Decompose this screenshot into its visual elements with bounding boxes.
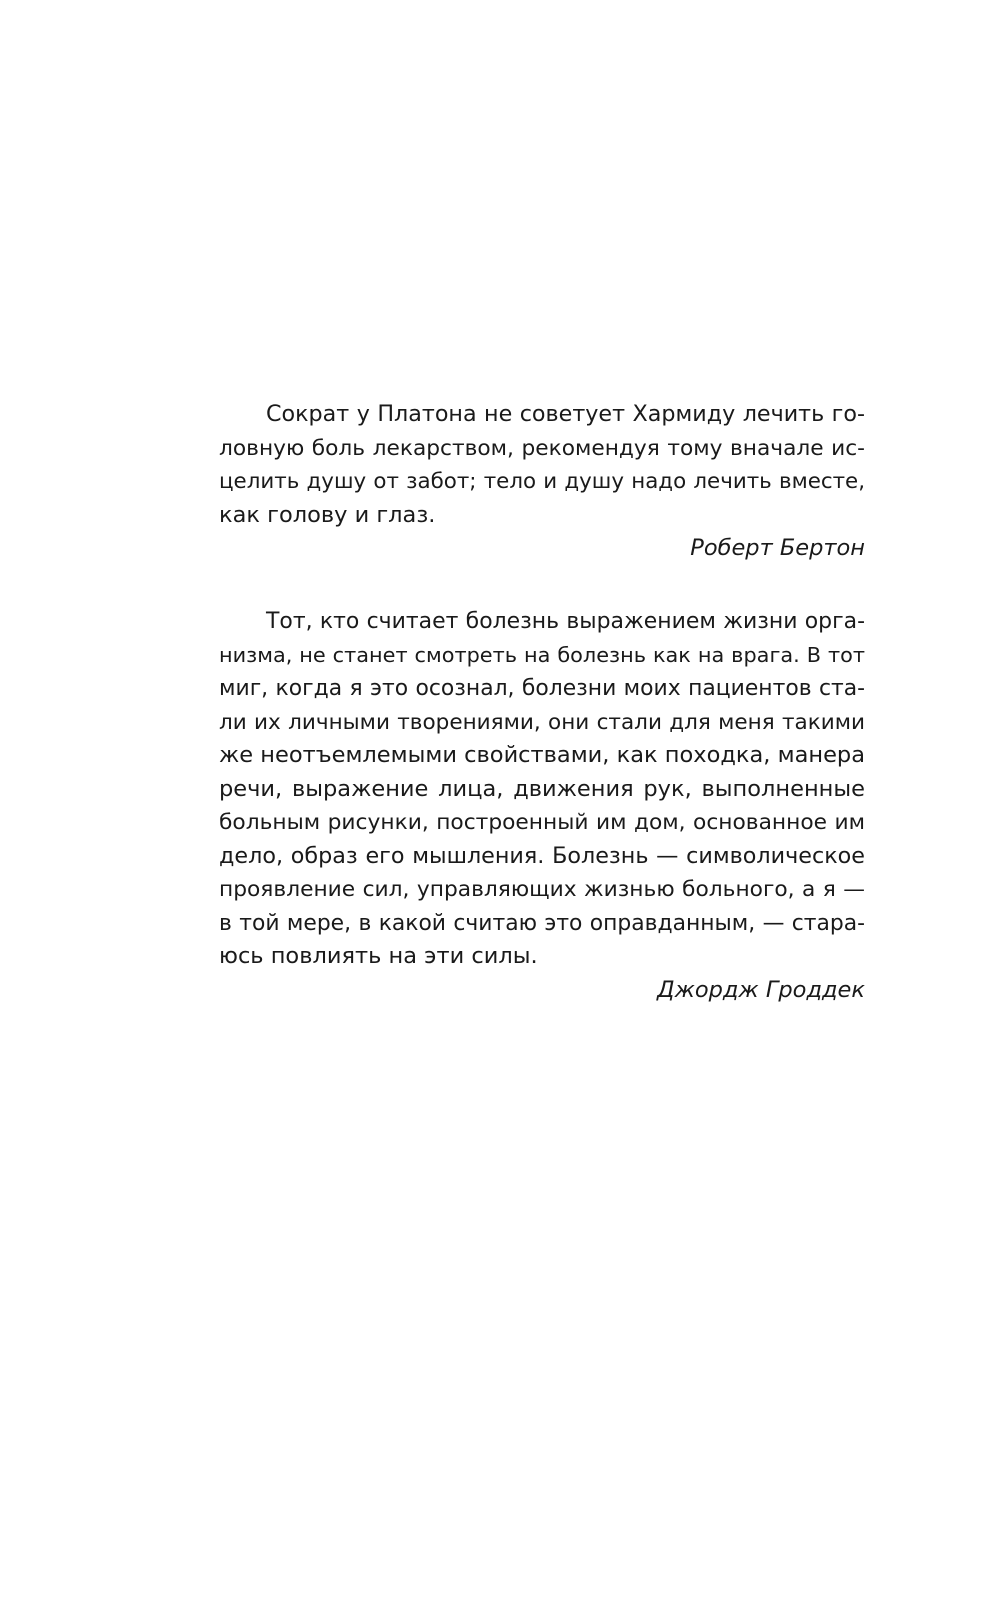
quote-line: речи, выражение лица, движения рук, выполненные [219,775,865,802]
epigraph-author: Джордж Гроддек [656,976,865,1003]
quote-line: больным рисунки, построенный им дом, основанное им [219,810,865,835]
quote-line: проявление сил, управляющих жизнью больного, а я — [219,877,865,902]
epigraph-groddeck [219,605,865,1007]
quote-line: Тот, кто считает болезнь выражением жизни орга- [266,609,865,634]
quote-line: в той мере, в какой считаю это оправданным, — стара- [219,910,865,936]
epigraph-author: Роберт Бертон [690,535,865,561]
quote-line: миг, когда я это осознал, болезни моих пациентов ста- [219,676,865,701]
epigraph-quote [219,605,865,974]
quote-line: Сократ у Платона не советует Хармиду лечить го- [266,401,865,427]
quote-line: же неотъемлемыми свойствами, как походка, манера [219,742,865,768]
quote-line: целить душу от забот; тело и душу надо лечить вместе, [219,469,865,494]
quote-line: ли их личными творениями, они стали для меня такими [219,709,865,735]
quote-line: юсь повлиять на эти силы. [219,943,538,969]
epigraph-burton [219,398,865,566]
epigraph-quote [219,398,865,532]
quote-line: низма, не станет смотреть на болезнь как на врага. В тот [219,642,865,667]
quote-line: как голову и глаз. [219,501,436,528]
quote-line: дело, образ его мышления. Болезнь — символическое [219,842,865,869]
quote-line: ловную боль лекарством, рекомендуя тому вначале ис- [219,435,865,461]
